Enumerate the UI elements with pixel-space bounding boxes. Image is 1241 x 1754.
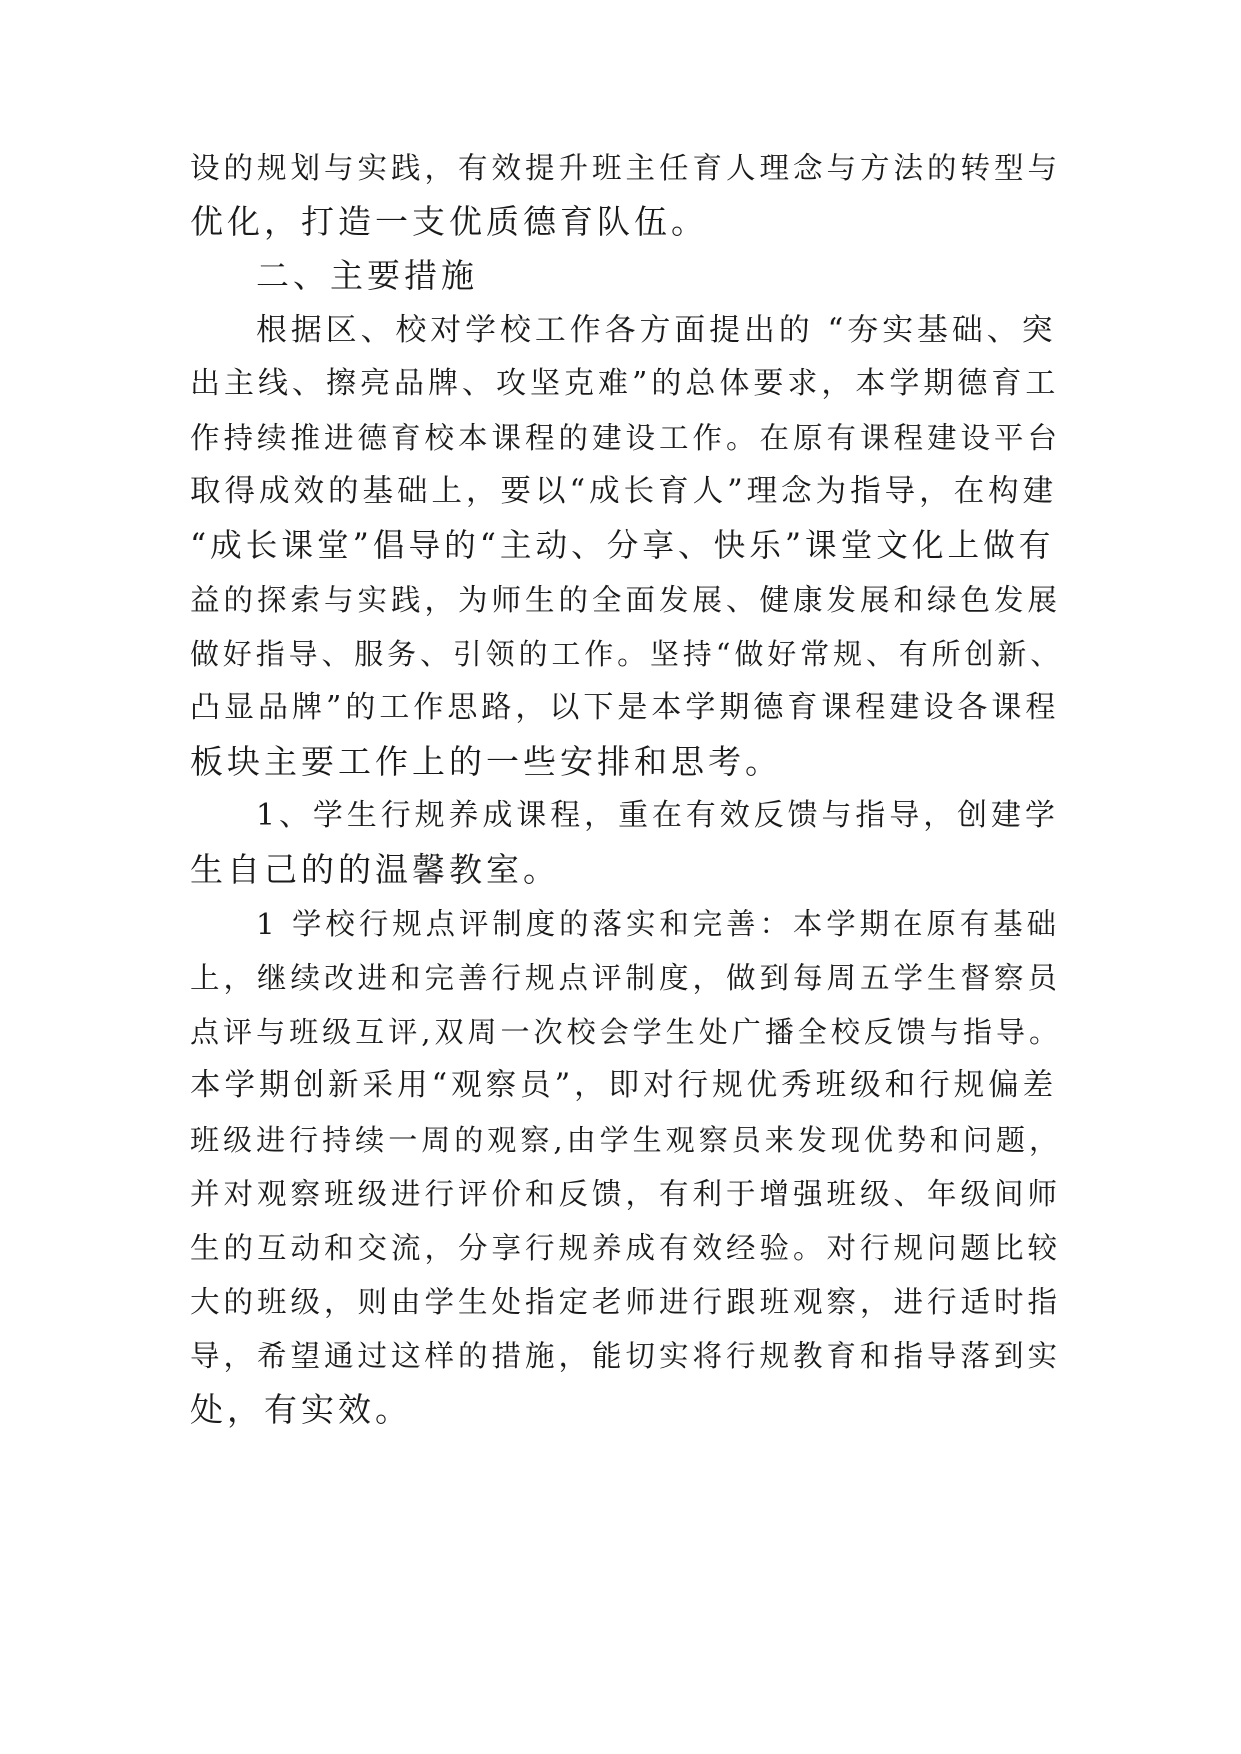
text-line: 生自己的的温馨教室。 [190, 850, 560, 889]
text-line: 出主线、擦亮品牌、攻坚克难”的总体要求，本学期德育工 [190, 366, 1060, 401]
text-line: 优化，打造一支优质德育队伍。 [190, 202, 708, 241]
text-line: 取得成效的基础上，要以“成长育人”理念为指导，在构建 [190, 474, 1058, 509]
text-line: 1 学校行规点评制度的落实和完善：本学期在原有基础 [256, 907, 1061, 941]
text-line: 点评与班级互评,双周一次校会学生处广播全校反馈与指导。 [190, 1015, 1063, 1049]
section-heading: 二、主要措施 [256, 256, 478, 295]
text-line: “成长课堂”倡导的“主动、分享、快乐”课堂文化上做有 [190, 528, 1055, 564]
text-line: 作持续推进德育校本课程的建设工作。在原有课程建设平台 [190, 421, 1062, 455]
text-line: 上，继续改进和完善行规点评制度，做到每周五学生督察员 [190, 961, 1062, 995]
text-line: 益的探索与实践，为师生的全面发展、健康发展和绿色发展 [190, 583, 1062, 617]
text-line: 大的班级，则由学生处指定老师进行跟班观察，进行适时指 [190, 1285, 1062, 1319]
text-line: 导，希望通过这样的措施，能切实将行规教育和指导落到实 [190, 1339, 1062, 1373]
text-line: 并对观察班级进行评价和反馈，有利于增强班级、年级间师 [190, 1177, 1062, 1211]
text-line: 生的互动和交流，分享行规养成有效经验。对行规问题比较 [190, 1231, 1062, 1265]
text-line: 本学期创新采用“观察员”，即对行规优秀班级和行规偏差 [190, 1068, 1058, 1103]
text-line: 根据区、校对学校工作各方面提出的 “夯实基础、突 [256, 312, 1057, 348]
subsection-heading: 1、学生行规养成课程，重在有效反馈与指导，创建学 [256, 798, 1059, 833]
text-line: 做好指导、服务、引领的工作。坚持“做好常规、有所创新、 [190, 637, 1064, 671]
text-line: 班级进行持续一周的观察,由学生观察员来发现优势和问题， [190, 1123, 1063, 1157]
text-line: 板块主要工作上的一些安排和思考。 [190, 742, 782, 781]
text-line: 处，有实效。 [190, 1390, 412, 1429]
text-line: 凸显品牌”的工作思路，以下是本学期德育课程建设各课程 [190, 690, 1060, 725]
text-line: 设的规划与实践，有效提升班主任育人理念与方法的转型与 [190, 151, 1062, 185]
